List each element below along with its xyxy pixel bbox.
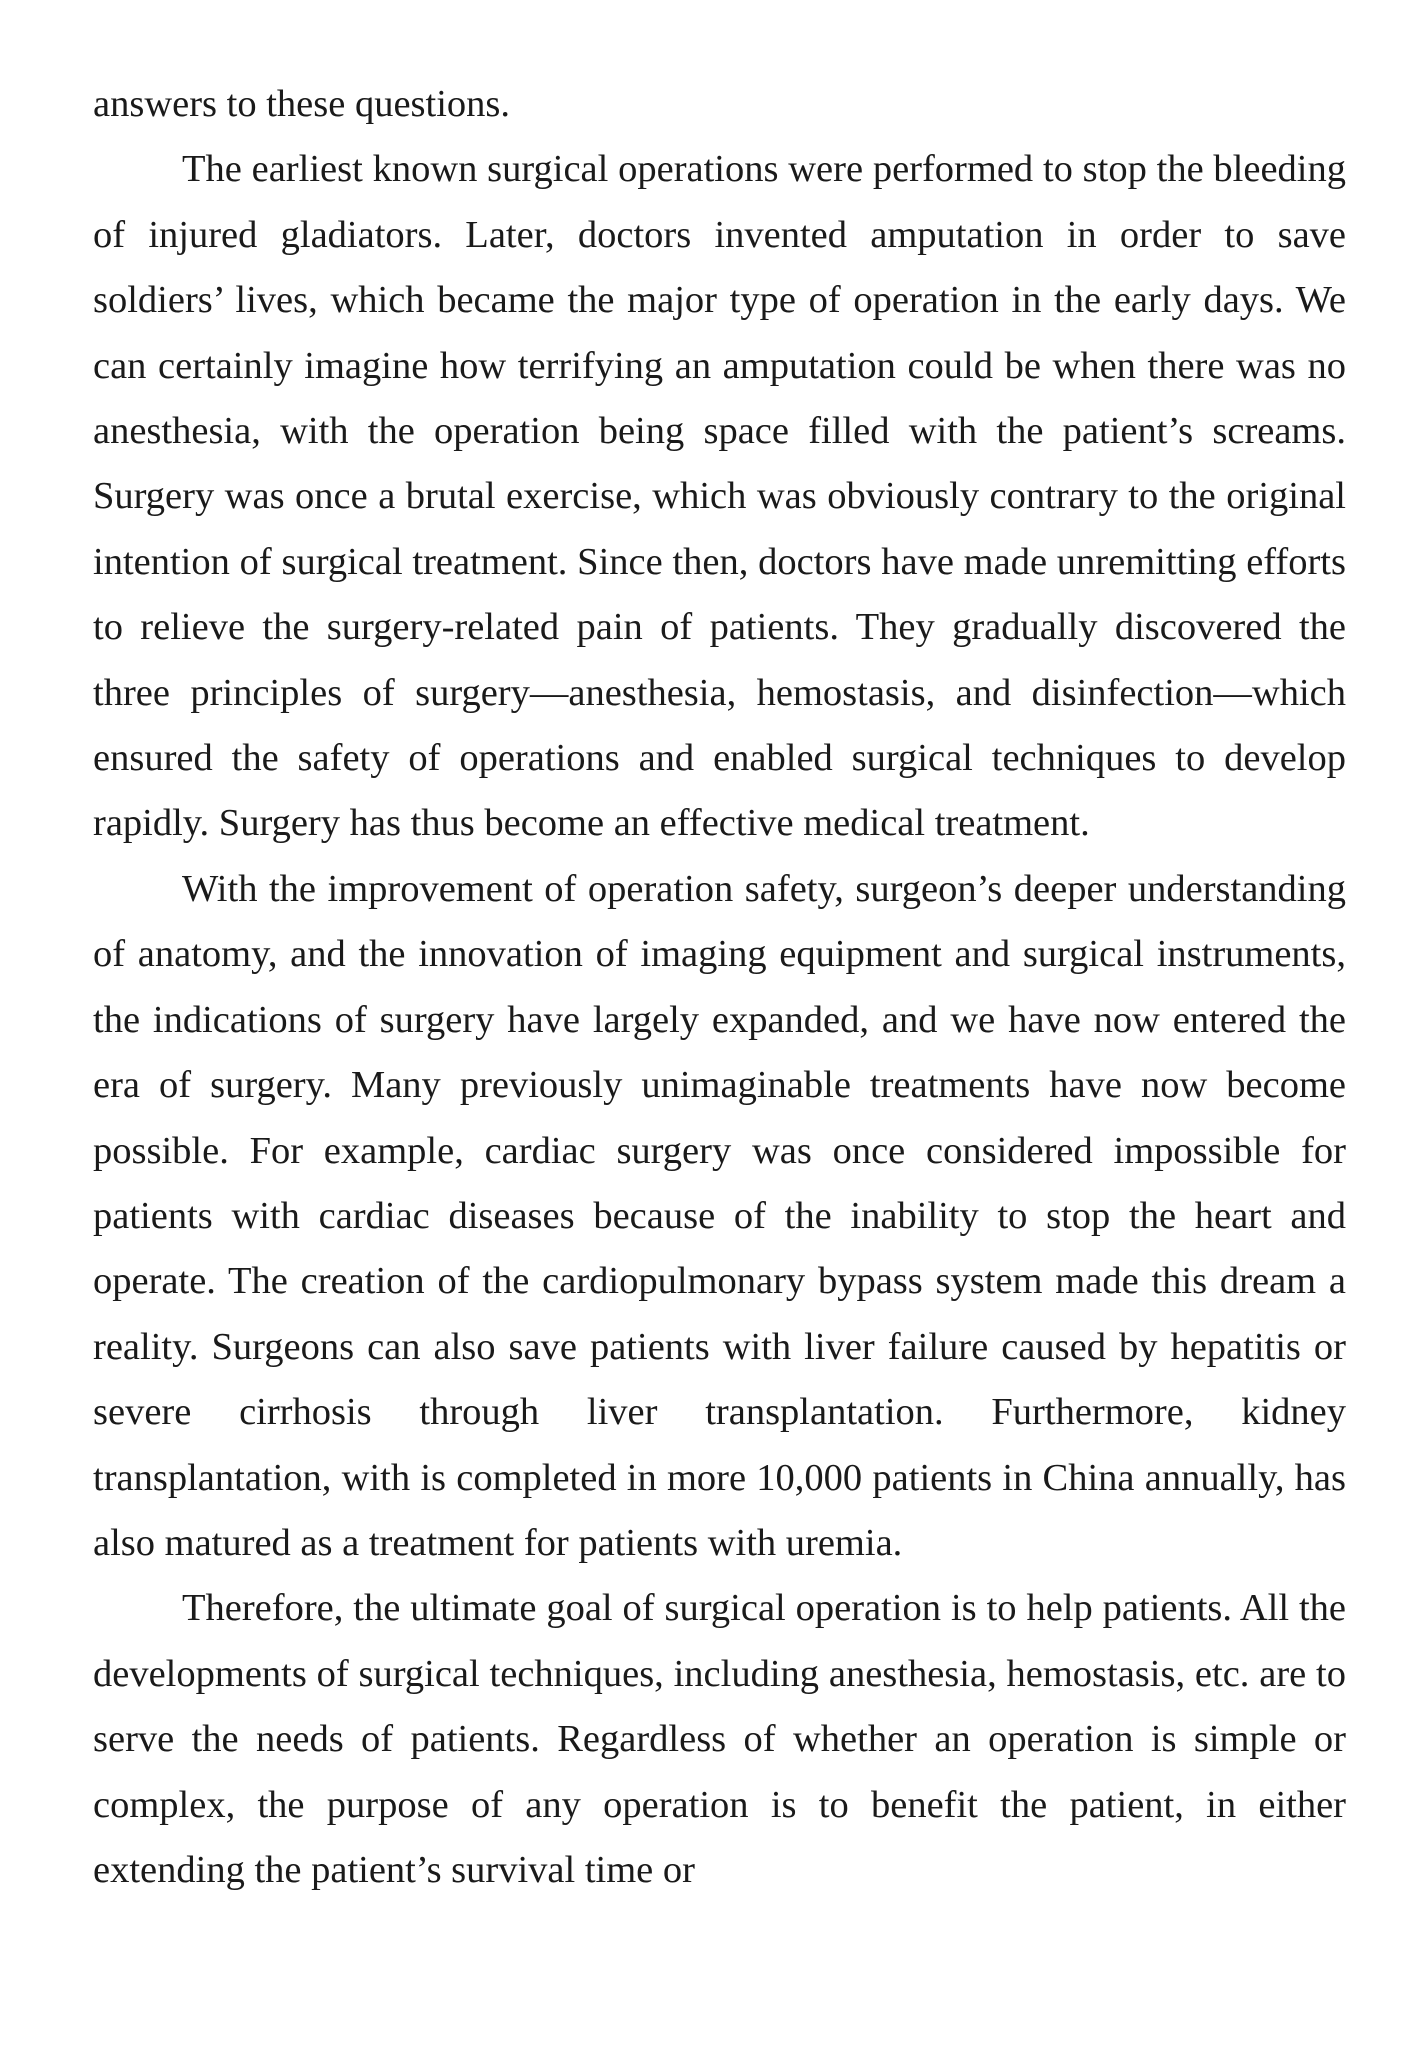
paragraph-era-of-surgery: With the improvement of operation safety, surgeon’s deeper understanding of anatomy, and the innovation of imaging equipment and surgical instruments, the indications of surgery have largely expanded, and we have now entered the era of surgery. Many previously unimaginable treatments have now become possible. For example, cardiac surgery was once considered impossible for patients with cardiac diseases because of the inability to stop the heart and operate. The creation of the cardiopulmonary bypass system made this dream a reality. Surgeons can also save patients with liver failure caused by hepatitis or severe cirrhosis through liver transplantation. Furthermore, kidney transplantation, with is completed in more 10,000 patients in China annually, has also matured as a treatment for patients with uremia.: [93, 867, 1346, 1564]
document-page: [93, 72, 1346, 1903]
paragraph-continuation: answers to these questions.: [93, 83, 511, 125]
paragraph-ultimate-goal: Therefore, the ultimate goal of surgical operation is to help patients. All the developments of surgical techniques, including anesthesia, hemostasis, etc. are to serve the needs of patients. Regardless of whether an operation is simple or complex, the purpose of any operation is to benefit the patient, in either extending the patient’s survival time or: [93, 1587, 1346, 1891]
paragraph-early-surgery: The earliest known surgical operations were performed to stop the bleeding of injured gladiators. Later, doctors invented amputation in order to save soldiers’ lives, which became the major type of operation in the early days. We can certainly imagine how terrifying an amputation could be when there was no anesthesia, with the operation being space filled with the patient’s screams. Surgery was once a brutal exercise, which was obviously contrary to the original intention of surgical treatment. Since then, doctors have made unremitting efforts to relieve the surgery-related pain of patients. They gradually discovered the three principles of surgery—anesthesia, hemostasis, and disinfection—which ensured the safety of operations and enabled surgical techniques to develop rapidly. Surgery has thus become an effective medical treatment.: [93, 148, 1346, 845]
